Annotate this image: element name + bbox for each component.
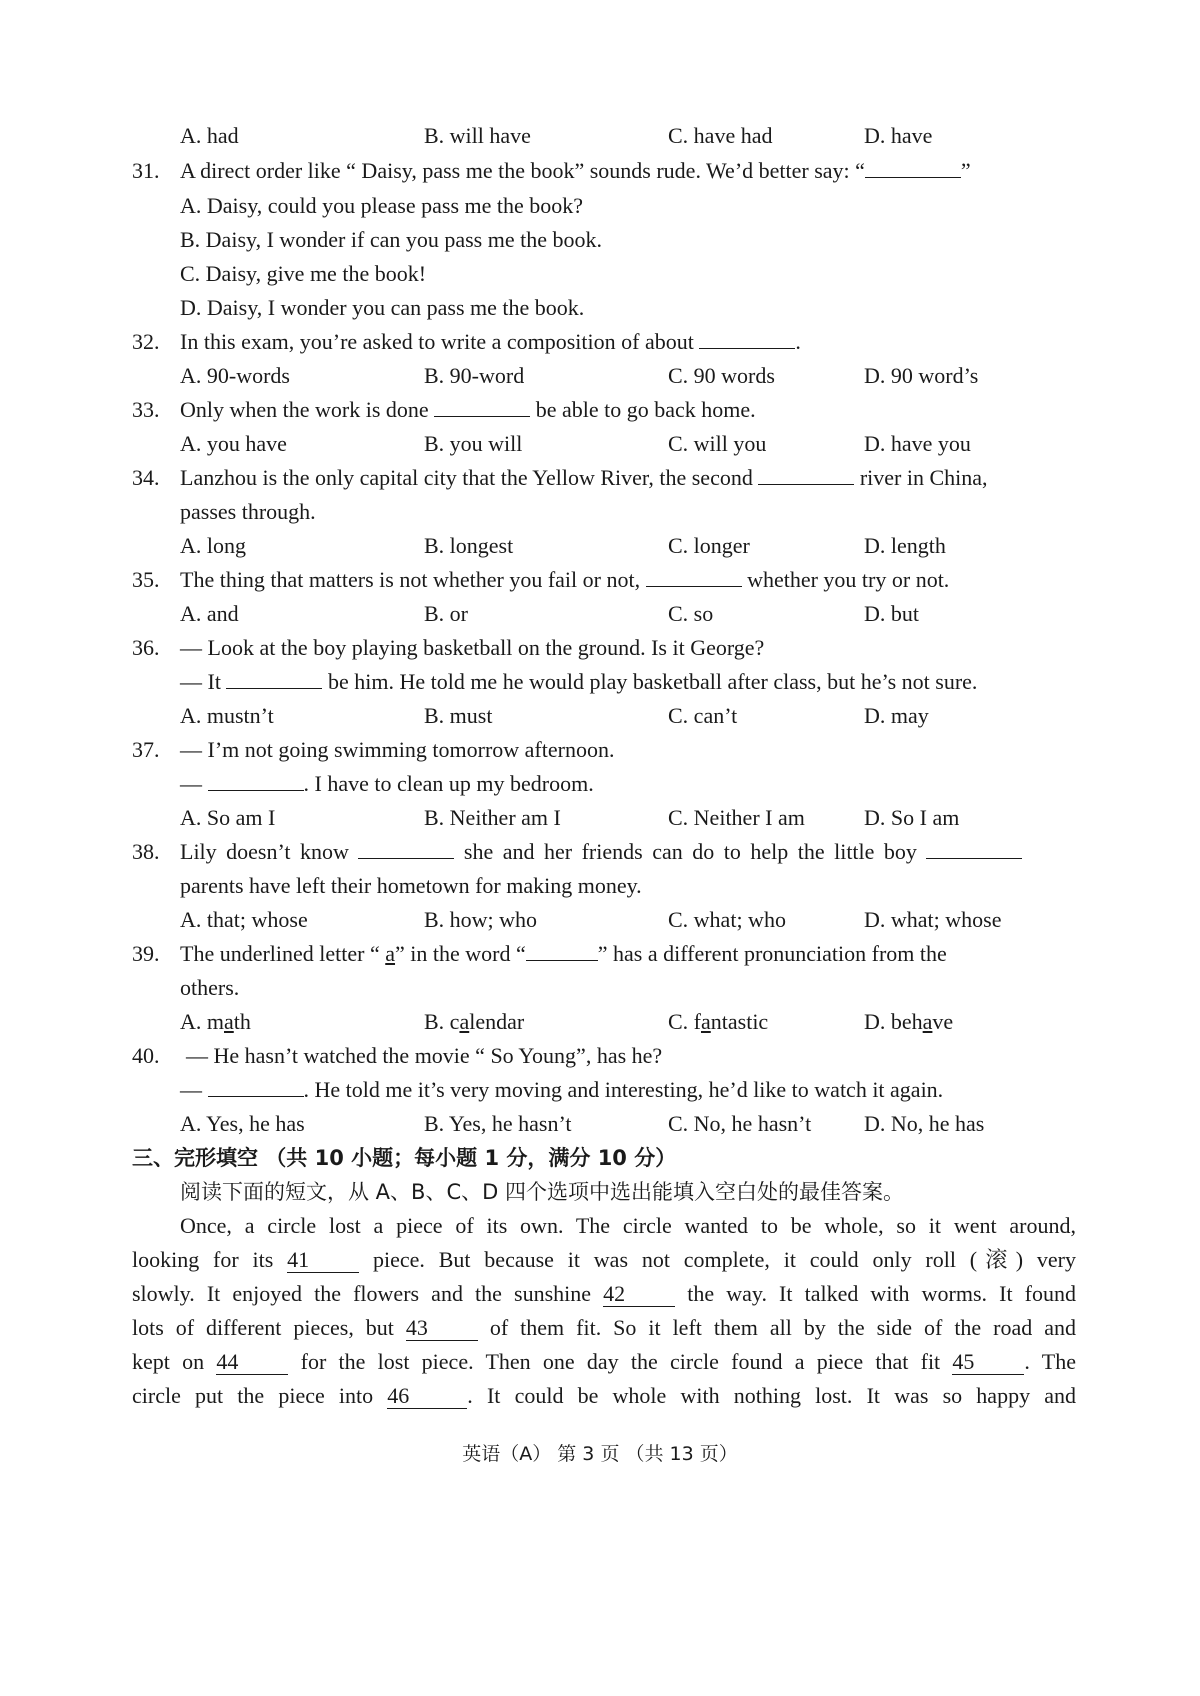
question-text: [180, 464, 988, 492]
question-number: 39.: [132, 941, 160, 966]
cloze-blank-45: 45: [952, 1350, 1024, 1375]
q39-option-d: [864, 1008, 953, 1036]
q36-option-c: C. can’t: [668, 703, 738, 728]
underlined-letter: a: [385, 941, 396, 966]
stem-part: ” in the word “: [395, 941, 526, 966]
q38-options: [0, 906, 1200, 934]
passage-line-5: [132, 1348, 1076, 1376]
q36-option-d: D. may: [864, 703, 929, 728]
q40-option-d: D. No, he has: [864, 1111, 985, 1136]
passage-text: piece. But because it was not complete, it could only roll (滚) very: [359, 1247, 1076, 1272]
answer-blank: [926, 838, 1022, 859]
dialogue-line-2: [180, 1076, 943, 1104]
question-text: [180, 838, 1022, 866]
cloze-blank-42: 42: [603, 1282, 675, 1307]
stem-part: whether you try or not.: [741, 567, 950, 592]
q31-option-c: C. Daisy, give me the book!: [180, 261, 427, 286]
question-number: 40.: [132, 1043, 160, 1068]
stem-part: —: [180, 771, 208, 796]
underlined-letter: a: [701, 1009, 711, 1034]
underlined-letter: a: [459, 1009, 470, 1034]
q35-stem: [0, 566, 1200, 594]
passage-text: circle put the piece into: [132, 1383, 388, 1408]
option-text: ve: [932, 1009, 954, 1034]
cloze-blank-41: 41: [287, 1248, 359, 1273]
question-number: 36.: [132, 635, 160, 660]
stem-part: ”: [960, 158, 971, 183]
question-text: [180, 396, 756, 424]
q35-option-d: D. but: [864, 601, 919, 626]
option-text: A. m: [180, 1009, 224, 1034]
q34-options: [0, 532, 1200, 560]
question-number: 37.: [132, 737, 160, 762]
q33-option-b: B. you will: [424, 431, 523, 456]
q32-option-b: B. 90-word: [424, 363, 525, 388]
option-text: B. c: [424, 1009, 460, 1034]
question-text: [180, 157, 971, 185]
stem-part: be him. He told me he would play basketball after class, but he’s not sure.: [322, 669, 978, 694]
q38-option-d: D. what; whose: [864, 907, 1002, 932]
stem-part: —: [180, 1077, 208, 1102]
passage-text: . It could be whole with nothing lost. It was so happy and: [467, 1383, 1076, 1408]
underlined-letter: a: [224, 1009, 234, 1034]
q31-option-d: D. Daisy, I wonder you can pass me the book.: [180, 295, 585, 320]
answer-blank: [434, 396, 530, 417]
dialogue-line-1: — I’m not going swimming tomorrow afternoon.: [180, 737, 615, 762]
q38-stem-cont: parents have left their hometown for making money.: [180, 873, 642, 898]
stem-part: ” has a different pronunciation from the: [597, 941, 947, 966]
stem-part: . I have to clean up my bedroom.: [303, 771, 594, 796]
q39-option-a: [180, 1008, 251, 1036]
option-text: C. f: [668, 1009, 701, 1034]
section-heading: 三、完形填空 （共 10 小题；每小题 1 分，满分 10 分）: [132, 1146, 677, 1170]
q35-option-a: A. and: [180, 601, 239, 626]
q40-option-c: C. No, he hasn’t: [668, 1111, 812, 1136]
q40-option-b: B. Yes, he hasn’t: [424, 1111, 572, 1136]
question-text: [180, 328, 801, 356]
q30-option-b: B. will have: [424, 123, 531, 148]
question-text: [180, 940, 947, 968]
q36-options: [0, 702, 1200, 730]
question-number: 34.: [132, 465, 160, 490]
q34-option-d: D. length: [864, 533, 946, 558]
q30-option-c: C. have had: [668, 123, 773, 148]
q37-stem: [0, 736, 1200, 764]
answer-blank: [358, 838, 454, 859]
question-number: 35.: [132, 567, 160, 592]
question-text: [180, 566, 949, 594]
option-text: th: [233, 1009, 251, 1034]
cloze-blank-46: 46: [387, 1384, 467, 1409]
q30-option-d: D. have: [864, 123, 933, 148]
answer-blank: [226, 668, 322, 689]
q30-options: [0, 122, 1200, 150]
stem-part: river in China,: [854, 465, 988, 490]
answer-blank: [865, 157, 961, 178]
passage-line-3: [132, 1280, 1076, 1308]
q40-stem: [0, 1042, 1200, 1070]
q35-option-b: B. or: [424, 601, 468, 626]
q34-option-a: A. long: [180, 533, 246, 558]
q31-stem: [0, 157, 1200, 185]
answer-blank: [208, 770, 304, 791]
q34-stem-cont: passes through.: [180, 499, 316, 524]
q38-option-a: A. that; whose: [180, 907, 308, 932]
page-footer: 英语（A） 第 3 页 （共 13 页）: [462, 1443, 738, 1465]
dialogue-line-2: [180, 770, 594, 798]
q37-option-c: C. Neither I am: [668, 805, 805, 830]
passage-text: the way. It talked with worms. It found: [675, 1281, 1077, 1306]
q36-option-a: A. mustn’t: [180, 703, 274, 728]
q38-option-b: B. how; who: [424, 907, 538, 932]
dialogue-line-1: — Look at the boy playing basketball on the ground. Is it George?: [180, 635, 765, 660]
option-text: D. beh: [864, 1009, 923, 1034]
question-number: 38.: [132, 839, 160, 864]
q32-option-c: C. 90 words: [668, 363, 775, 388]
q32-option-a: A. 90-words: [180, 363, 290, 388]
q31-option-a: A. Daisy, could you please pass me the book?: [180, 193, 584, 218]
dialogue-line-1: — He hasn’t watched the movie “ So Young”, has he?: [186, 1043, 663, 1068]
q39-stem-cont: others.: [180, 975, 240, 1000]
q36-stem: [0, 634, 1200, 662]
q40-option-a: A. Yes, he has: [180, 1111, 305, 1136]
q34-option-c: C. longer: [668, 533, 750, 558]
q36-option-b: B. must: [424, 703, 493, 728]
stem-part: A direct order like “ Daisy, pass me the book” sounds rude. We’d better say: “: [180, 158, 865, 183]
passage-line-2: [132, 1246, 1076, 1274]
q33-options: [0, 430, 1200, 458]
q37-option-a: A. So am I: [180, 805, 276, 830]
passage-text: kept on: [132, 1349, 217, 1374]
question-number: 32.: [132, 329, 160, 354]
q39-stem: [0, 940, 1200, 968]
stem-part: . He told me it’s very moving and interesting, he’d like to watch it again.: [303, 1077, 944, 1102]
passage-text: of them fit. So it left them all by the side of the road and: [477, 1315, 1077, 1340]
answer-blank: [758, 464, 854, 485]
q38-stem: [0, 838, 1200, 866]
answer-blank: [699, 328, 795, 349]
stem-part: Lanzhou is the only capital city that the Yellow River, the second: [180, 465, 759, 490]
stem-part: she and her friends can do to help the little boy: [454, 839, 927, 864]
q32-option-d: D. 90 word’s: [864, 363, 979, 388]
passage-text: looking for its: [132, 1247, 288, 1272]
q39-option-b: [424, 1008, 524, 1036]
q37-option-b: B. Neither am I: [424, 805, 561, 830]
answer-blank: [526, 940, 598, 961]
q38-option-c: C. what; who: [668, 907, 786, 932]
stem-part: Lily doesn’t know: [180, 839, 359, 864]
q33-option-d: D. have you: [864, 431, 971, 456]
q34-option-b: B. longest: [424, 533, 514, 558]
underlined-letter: a: [922, 1009, 933, 1034]
q35-option-c: C. so: [668, 601, 714, 626]
cloze-blank-43: 43: [406, 1316, 478, 1341]
q40-options: [0, 1110, 1200, 1138]
passage-text: for the lost piece. Then one day the circle found a piece that fit: [288, 1349, 953, 1374]
passage-line-1: Once, a circle lost a piece of its own. The circle wanted to be whole, so it went around,: [180, 1213, 1076, 1238]
passage-line-6: [132, 1382, 1076, 1410]
q30-option-a: A. had: [180, 123, 239, 148]
stem-part: The underlined letter “: [180, 941, 386, 966]
q33-option-a: A. you have: [180, 431, 287, 456]
q31-option-b: B. Daisy, I wonder if can you pass me the book.: [180, 227, 602, 252]
q35-options: [0, 600, 1200, 628]
answer-blank: [208, 1076, 304, 1097]
passage-text: slowly. It enjoyed the flowers and the sunshine: [132, 1281, 604, 1306]
q32-stem: [0, 328, 1200, 356]
question-number: 33.: [132, 397, 160, 422]
option-text: ntastic: [710, 1009, 769, 1034]
q33-option-c: C. will you: [668, 431, 767, 456]
stem-part: .: [795, 329, 801, 354]
question-number: 31.: [132, 158, 160, 183]
q37-options: [0, 804, 1200, 832]
passage-line-4: [132, 1314, 1076, 1342]
q33-stem: [0, 396, 1200, 424]
passage-text: . The: [1024, 1349, 1076, 1374]
dialogue-line-2: [180, 668, 977, 696]
stem-part: Only when the work is done: [180, 397, 435, 422]
option-text: lendar: [469, 1009, 525, 1034]
section-instruction: 阅读下面的短文，从 A、B、C、D 四个选项中选出能填入空白处的最佳答案。: [180, 1180, 904, 1204]
answer-blank: [646, 566, 742, 587]
q39-option-c: [668, 1008, 768, 1036]
passage-text: lots of different pieces, but: [132, 1315, 406, 1340]
stem-part: — It: [180, 669, 227, 694]
cloze-blank-44: 44: [216, 1350, 288, 1375]
q37-option-d: D. So I am: [864, 805, 960, 830]
stem-part: be able to go back home.: [530, 397, 756, 422]
q39-options: [0, 1008, 1200, 1036]
stem-part: In this exam, you’re asked to write a composition of about: [180, 329, 700, 354]
q34-stem: [0, 464, 1200, 492]
q32-options: [0, 362, 1200, 390]
stem-part: The thing that matters is not whether you fail or not,: [180, 567, 646, 592]
